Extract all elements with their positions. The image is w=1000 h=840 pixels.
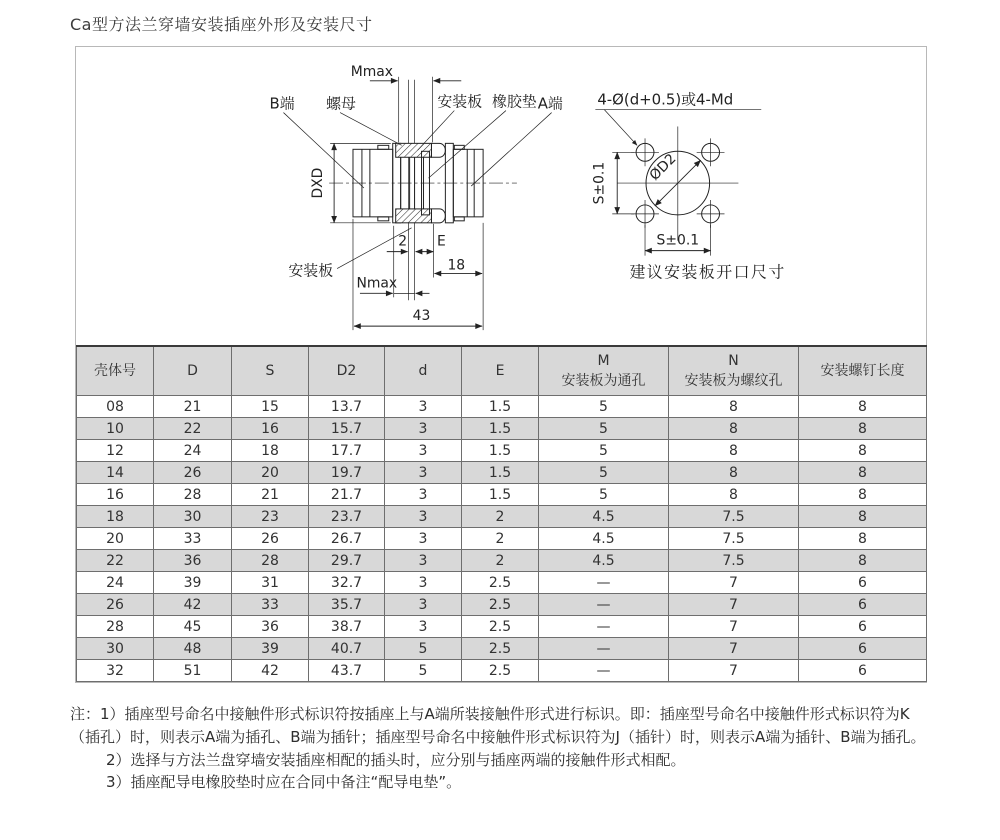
dim-18-label: 18 [447, 257, 466, 274]
table-cell: 5 [539, 484, 669, 506]
table-cell: 3 [385, 550, 462, 572]
table-cell: 3 [385, 594, 462, 616]
table-cell: — [539, 572, 669, 594]
table-cell: 33 [154, 528, 232, 550]
label-rubber-pad: 橡胶垫 [492, 92, 537, 111]
table-cell: 4.5 [539, 506, 669, 528]
table-cell: 8 [669, 484, 799, 506]
table-cell: 3 [385, 528, 462, 550]
table-cell: 15 [232, 396, 309, 418]
table-cell: 31 [232, 572, 309, 594]
table-cell: 3 [385, 572, 462, 594]
label-mounting-plate-top: 安装板 [437, 92, 483, 111]
table-cell: 1.5 [462, 396, 539, 418]
table-cell: 8 [669, 462, 799, 484]
table-cell: 21 [154, 396, 232, 418]
table-cell: 18 [232, 440, 309, 462]
table-header-row [77, 346, 927, 396]
table-cell: 2.5 [462, 594, 539, 616]
table-cell: 3 [385, 462, 462, 484]
table-row [77, 660, 927, 682]
table-cell: 8 [799, 462, 927, 484]
table-cell: 2.5 [462, 616, 539, 638]
column-header: D [154, 346, 232, 396]
table-row [77, 484, 927, 506]
note-item: 3）插座配导电橡胶垫时应在合同中备注“配导电垫”。 [106, 773, 462, 792]
table-cell: 28 [154, 484, 232, 506]
table-cell: 19.7 [309, 462, 385, 484]
table-cell: 13.7 [309, 396, 385, 418]
table-cell: 20 [232, 462, 309, 484]
table-cell: 32.7 [309, 572, 385, 594]
table-cell: 39 [232, 638, 309, 660]
table-cell: 26.7 [309, 528, 385, 550]
table-cell: 36 [232, 616, 309, 638]
table-cell: 3 [385, 506, 462, 528]
table-cell: 8 [799, 396, 927, 418]
table-cell: 3 [385, 418, 462, 440]
table-cell: 7 [669, 616, 799, 638]
table-cell: 24 [77, 572, 154, 594]
table-row [77, 594, 927, 616]
table-row [77, 638, 927, 660]
table-cell: 26 [232, 528, 309, 550]
column-header: N 安装板为螺纹孔 [669, 346, 799, 396]
column-header: E [462, 346, 539, 396]
table-cell: 7.5 [669, 528, 799, 550]
table-cell: 22 [154, 418, 232, 440]
table-cell: 8 [799, 418, 927, 440]
table-cell: 48 [154, 638, 232, 660]
table-row [77, 572, 927, 594]
table-cell: 1.5 [462, 484, 539, 506]
table-cell: 23 [232, 506, 309, 528]
table-cell: 8 [669, 440, 799, 462]
table-cell: 23.7 [309, 506, 385, 528]
table-cell: 28 [77, 616, 154, 638]
table-cell: 17.7 [309, 440, 385, 462]
table-cell: 1.5 [462, 418, 539, 440]
table-row [77, 550, 927, 572]
table-cell: 22 [77, 550, 154, 572]
content-box [75, 46, 927, 683]
table-cell: 8 [669, 396, 799, 418]
table-cell: 45 [154, 616, 232, 638]
table-cell: 8 [799, 528, 927, 550]
table-row [77, 462, 927, 484]
screw-cap-top [431, 143, 445, 157]
dim-s-vertical-label: S±0.1 [591, 161, 608, 205]
table-cell: 5 [385, 638, 462, 660]
note-item: 注：1）插座型号命名中接触件形式标识符按插座上与A端所装接触件形式进行标识。即：插座型号命名中接触件形式标识符为K（插孔）时，则表示A端为插孔、B端为插针；插座型号命名中接触件形式标识符为J（插针）时，则表示A端为插针、B端为插孔。 [70, 705, 926, 746]
face-view-caption: 建议安装板开口尺寸 [629, 262, 786, 282]
table-cell: 5 [539, 418, 669, 440]
dimension-table [76, 345, 927, 682]
table-cell: — [539, 660, 669, 682]
table-cell: 26 [154, 462, 232, 484]
dim-43-label: 43 [412, 308, 431, 325]
dim-mmax-label: Mmax [350, 63, 393, 80]
table-cell: 3 [385, 396, 462, 418]
table-cell: 16 [232, 418, 309, 440]
table-cell: 8 [669, 418, 799, 440]
note-item: 2）选择与方法兰盘穿墙安装插座相配的插头时，应分别与插座两端的接触件形式相配。 [106, 750, 686, 769]
table-cell: 2 [462, 528, 539, 550]
table-cell: 7 [669, 660, 799, 682]
table-cell: 6 [799, 594, 927, 616]
table-cell: 33 [232, 594, 309, 616]
table-cell: — [539, 638, 669, 660]
table-row [77, 506, 927, 528]
table-cell: 2.5 [462, 660, 539, 682]
table-cell: 16 [77, 484, 154, 506]
dim-nmax-label: Nmax [356, 275, 398, 292]
table-cell: 6 [799, 660, 927, 682]
notes [70, 703, 936, 794]
table-cell: 7.5 [669, 506, 799, 528]
dim-2-label: 2 [398, 233, 408, 250]
table-cell: 1.5 [462, 462, 539, 484]
table-cell: 10 [77, 418, 154, 440]
column-header: S [232, 346, 309, 396]
table-body [77, 396, 927, 682]
table-cell: 8 [799, 440, 927, 462]
table-cell: — [539, 616, 669, 638]
table-cell: 7 [669, 594, 799, 616]
side-view [270, 64, 563, 330]
table-cell: 2.5 [462, 638, 539, 660]
table-cell: 35.7 [309, 594, 385, 616]
column-header: D2 [309, 346, 385, 396]
table-cell: 8 [799, 550, 927, 572]
table-row [77, 440, 927, 462]
table-cell: 30 [154, 506, 232, 528]
table-cell: 51 [154, 660, 232, 682]
table-cell: 6 [799, 638, 927, 660]
table-cell: 4.5 [539, 550, 669, 572]
table-cell: 40.7 [309, 638, 385, 660]
table-cell: 5 [539, 462, 669, 484]
dim-dxd-label: DXD [310, 167, 327, 199]
table-cell: 20 [77, 528, 154, 550]
table-cell: 2 [462, 550, 539, 572]
column-header: 安装螺钉长度 [799, 346, 927, 396]
label-a-end: A端 [537, 94, 563, 113]
table-cell: 6 [799, 572, 927, 594]
technical-drawing [76, 47, 926, 345]
table-cell: 7 [669, 572, 799, 594]
table-cell: 42 [154, 594, 232, 616]
table-cell: 14 [77, 462, 154, 484]
label-nut: 螺母 [326, 94, 356, 113]
dim-d2-label: ØD2 [646, 150, 680, 184]
table-cell: 7.5 [669, 550, 799, 572]
table-cell: 2 [462, 506, 539, 528]
table-cell: 8 [799, 506, 927, 528]
table-cell: 5 [539, 396, 669, 418]
table-row [77, 418, 927, 440]
table-cell: 29.7 [309, 550, 385, 572]
nut-section-bottom [396, 209, 432, 223]
face-view [591, 91, 785, 282]
label-mounting-plate-bottom: 安装板 [288, 261, 334, 280]
table-cell: 6 [799, 616, 927, 638]
table-cell: 38.7 [309, 616, 385, 638]
table-cell: 4.5 [539, 528, 669, 550]
table-cell: 43.7 [309, 660, 385, 682]
dim-e-label: E [437, 233, 446, 250]
table-cell: 30 [77, 638, 154, 660]
table-cell: 26 [77, 594, 154, 616]
table-cell: 39 [154, 572, 232, 594]
screw-cap-bottom [431, 209, 445, 223]
table-cell: 3 [385, 484, 462, 506]
page-title: Ca型方法兰穿墙安装插座外形及安装尺寸 [70, 15, 373, 34]
table-cell: 18 [77, 506, 154, 528]
label-b-end: B端 [269, 94, 295, 113]
table-cell: 21 [232, 484, 309, 506]
table-cell: 3 [385, 616, 462, 638]
table-row [77, 396, 927, 418]
table-cell: 42 [232, 660, 309, 682]
label-holes: 4-Ø(d+0.5)或4-Md [597, 90, 734, 109]
dim-s-horizontal-label: S±0.1 [656, 232, 700, 249]
table-cell: 5 [539, 440, 669, 462]
table-cell: 28 [232, 550, 309, 572]
table-cell: 12 [77, 440, 154, 462]
table-cell: 1.5 [462, 440, 539, 462]
table-row [77, 528, 927, 550]
table-cell: 21.7 [309, 484, 385, 506]
table-cell: 8 [799, 484, 927, 506]
table-cell: 3 [385, 440, 462, 462]
table-cell: 2.5 [462, 572, 539, 594]
column-header: M 安装板为通孔 [539, 346, 669, 396]
nut-section-top [396, 143, 432, 157]
table-cell: 08 [77, 396, 154, 418]
table-cell: 15.7 [309, 418, 385, 440]
table-cell: 24 [154, 440, 232, 462]
column-header: 壳体号 [77, 346, 154, 396]
table-cell: — [539, 594, 669, 616]
table-cell: 32 [77, 660, 154, 682]
table-cell: 7 [669, 638, 799, 660]
connector-drawing-svg [76, 47, 924, 345]
table-cell: 5 [385, 660, 462, 682]
column-header: d [385, 346, 462, 396]
table-row [77, 616, 927, 638]
table-cell: 36 [154, 550, 232, 572]
